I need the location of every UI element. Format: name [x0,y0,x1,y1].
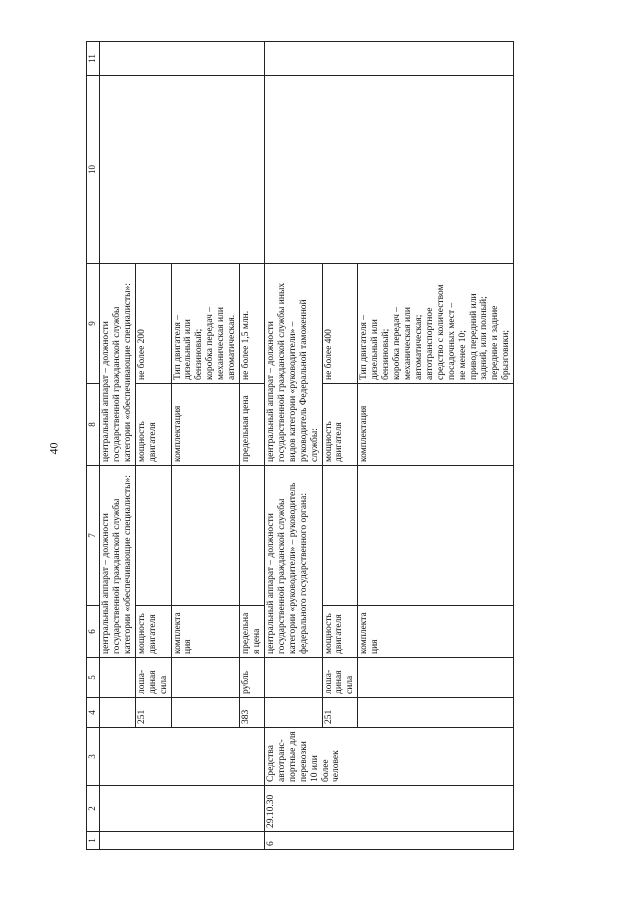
cell-empty [358,466,514,606]
unit-name-cell: лоша- диная сила [135,658,171,698]
name-cell: Средства автотранс- портные для перевозки 10 или более человек [264,728,513,786]
header-cell: 1 [87,832,100,850]
cell-empty [358,698,514,728]
header-cell: 3 [87,728,100,786]
table-row [264,42,322,850]
table-row [100,42,136,850]
code-cell: 29.10.30 [264,786,513,832]
header-cell: 5 [87,658,100,698]
header-cell: 7 [87,466,100,606]
category-cell-col6-7: центральный аппарат – должности государственной гражданской службы категории «обеспечивающие специалисты»: [100,466,136,658]
spec-table [86,41,514,850]
characteristic-cell: комплектация [358,384,514,466]
cell-empty [264,658,322,698]
characteristic-cell: комплектация [171,384,240,466]
cell-empty [171,698,240,728]
value-cell: не более 1,5 млн. [240,264,265,384]
unit-code-cell: 251 [322,698,358,728]
category-cell-col8-9: центральный аппарат – должности государственной гражданской службы иных видов категории «руководители» – руководитель Федеральной таможенной службы: [264,264,322,466]
unit-code-cell: 383 [240,698,265,728]
unit-name-cell: рубль [240,658,265,698]
page-number: 40 [46,442,61,455]
cell-empty [171,466,240,606]
cell-empty [100,42,265,76]
category-cell-col8-9: центральный аппарат – должности государственной гражданской службы категории «обеспечивающие специалисты»: [100,264,136,466]
cell-empty [100,832,265,850]
characteristic-cell: мощность двигателя [322,606,358,658]
cell-empty [100,728,265,786]
category-cell-col6-7: центральный аппарат – должности государственной гражданской службы категории «руководители» – руководитель федерального государственного органа: [264,466,322,658]
characteristic-cell: предельная цена [240,384,265,466]
header-cell: 9 [87,264,100,384]
characteristic-cell: предельная цена [240,606,265,658]
header-row [87,42,100,850]
characteristic-cell: комплектация [358,606,514,658]
value-cell: Тип двигателя – дизельный или бензиновый; коробка передач – механическая или автоматическая. [171,264,240,384]
cell-empty [100,658,136,698]
header-cell: 6 [87,606,100,658]
value-cell: Тип двигателя – дизельный или бензиновый; коробка передач – механическая или автоматическая; автотранспортное средство с количеством посадочных мест – не менее 10; привод передний или задний, или полный; передние и задние брызговики; [358,264,514,384]
cell-empty [135,466,171,606]
header-cell: 2 [87,786,100,832]
cell-empty [240,466,265,606]
cell-empty [264,698,322,728]
cell-empty [264,42,513,76]
header-cell: 8 [87,384,100,466]
header-cell: 4 [87,698,100,728]
header-cell: 11 [87,42,100,76]
characteristic-cell: мощность двигателя [135,606,171,658]
cell-empty [264,76,513,264]
cell-empty [171,658,240,698]
rotated-table-container [86,42,598,850]
unit-code-cell: 251 [135,698,171,728]
cell-empty [100,786,265,832]
unit-name-cell: лоша- диная сила [322,658,358,698]
row-number-cell: 6 [264,832,513,850]
cell-empty [322,466,358,606]
cell-empty [100,698,136,728]
characteristic-cell: комплектация [171,606,240,658]
characteristic-cell: мощность двигателя [322,384,358,466]
cell-empty [358,658,514,698]
cell-empty [100,76,265,264]
header-cell: 10 [87,76,100,264]
value-cell: не более 200 [135,264,171,384]
characteristic-cell: мощность двигателя [135,384,171,466]
value-cell: не более 400 [322,264,358,384]
